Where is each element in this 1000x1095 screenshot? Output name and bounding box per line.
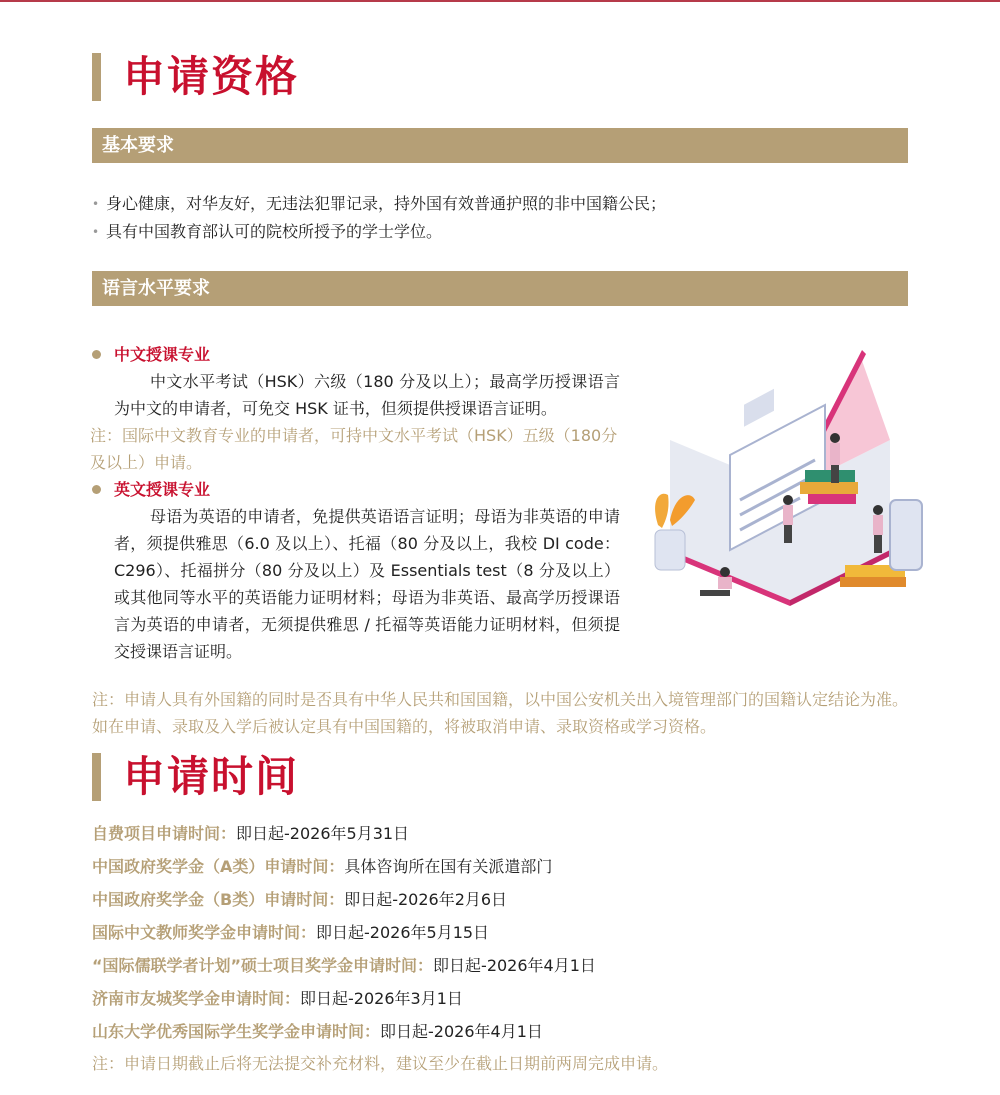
title-bar bbox=[92, 753, 101, 801]
section-title-text: 申请资格 bbox=[123, 52, 300, 101]
timeline-note: 注：申请日期截止后将无法提交补充材料，建议至少在截止日期前两周完成申请。 bbox=[92, 1054, 669, 1073]
chinese-program-text: 中文水平考试（HSK）六级（180 分及以上）；最高学历授课语言为中文的申请者，可免交 HSK 证书，但须提供授课语言证明。 bbox=[114, 372, 620, 418]
language-requirements bbox=[90, 341, 620, 665]
bullet-icon bbox=[92, 485, 101, 494]
timeline-row: 山东大学优秀国际学生奖学金申请时间：即日起-2026年4月1日 bbox=[92, 1022, 543, 1041]
timeline-row: “国际儒联学者计划”硕士项目奖学金申请时间：即日起-2026年4月1日 bbox=[92, 956, 596, 975]
title-bar bbox=[92, 53, 101, 101]
timeline-row: 中国政府奖学金（A类）申请时间：具体咨询所在国有关派遣部门 bbox=[92, 857, 553, 876]
english-program-heading: 英文授课专业 bbox=[90, 476, 620, 503]
language-requirements-band: 语言水平要求 bbox=[92, 271, 908, 306]
basic-requirements-list bbox=[92, 190, 912, 246]
chinese-program-note: 注：国际中文教育专业的申请者，可持中文水平考试（HSK）五级（180分及以上）申请。 bbox=[90, 426, 618, 472]
bullet-icon: • bbox=[92, 225, 100, 239]
english-program-text: 母语为英语的申请者，免提供英语语言证明；母语为非英语的申请者，须提供雅思（6.0 及以上）、托福（80 分及以上，我校 DI code：C296）、托福拼分（80 分及以上）及 Essentials test（8 分及以上）或其他同等水平的英语能力证明材料；母语为非英语、最高学历授课语言为英语的申请者，无须提供雅思 / 托福等英语能力证明材料，但须提交授课语言证明。 bbox=[114, 507, 620, 661]
online-learning-illustration-icon bbox=[640, 350, 930, 610]
timeline-row: 自费项目申请时间：即日起-2026年5月31日 bbox=[92, 824, 410, 843]
basic-requirements-band: 基本要求 bbox=[92, 128, 908, 163]
timeline-row: 中国政府奖学金（B类）申请时间：即日起-2026年2月6日 bbox=[92, 890, 508, 909]
chinese-program-heading: 中文授课专业 bbox=[90, 341, 620, 368]
bullet-icon bbox=[92, 350, 101, 359]
section-title-text: 申请时间 bbox=[123, 752, 300, 801]
top-rule bbox=[0, 0, 1000, 2]
section-title-eligibility bbox=[92, 52, 299, 102]
bullet-icon: • bbox=[92, 197, 100, 211]
list-item: • 具有中国教育部认可的院校所授予的学士学位。 bbox=[92, 218, 912, 246]
timeline-row: 国际中文教师奖学金申请时间：即日起-2026年5月15日 bbox=[92, 923, 490, 942]
timeline-row: 济南市友城奖学金申请时间：即日起-2026年3月1日 bbox=[92, 989, 463, 1008]
application-timeline bbox=[92, 820, 922, 1077]
list-item: • 身心健康，对华友好，无违法犯罪记录，持外国有效普通护照的非中国籍公民； bbox=[92, 190, 912, 218]
nationality-note: 注：申请人具有外国籍的同时是否具有中华人民共和国国籍，以中国公安机关出入境管理部门的国籍认定结论为准。如在申请、录取及入学后被认定具有中国国籍的，将被取消申请、录取资格或学习资格。 bbox=[92, 690, 909, 736]
section-title-timeline bbox=[92, 752, 299, 802]
